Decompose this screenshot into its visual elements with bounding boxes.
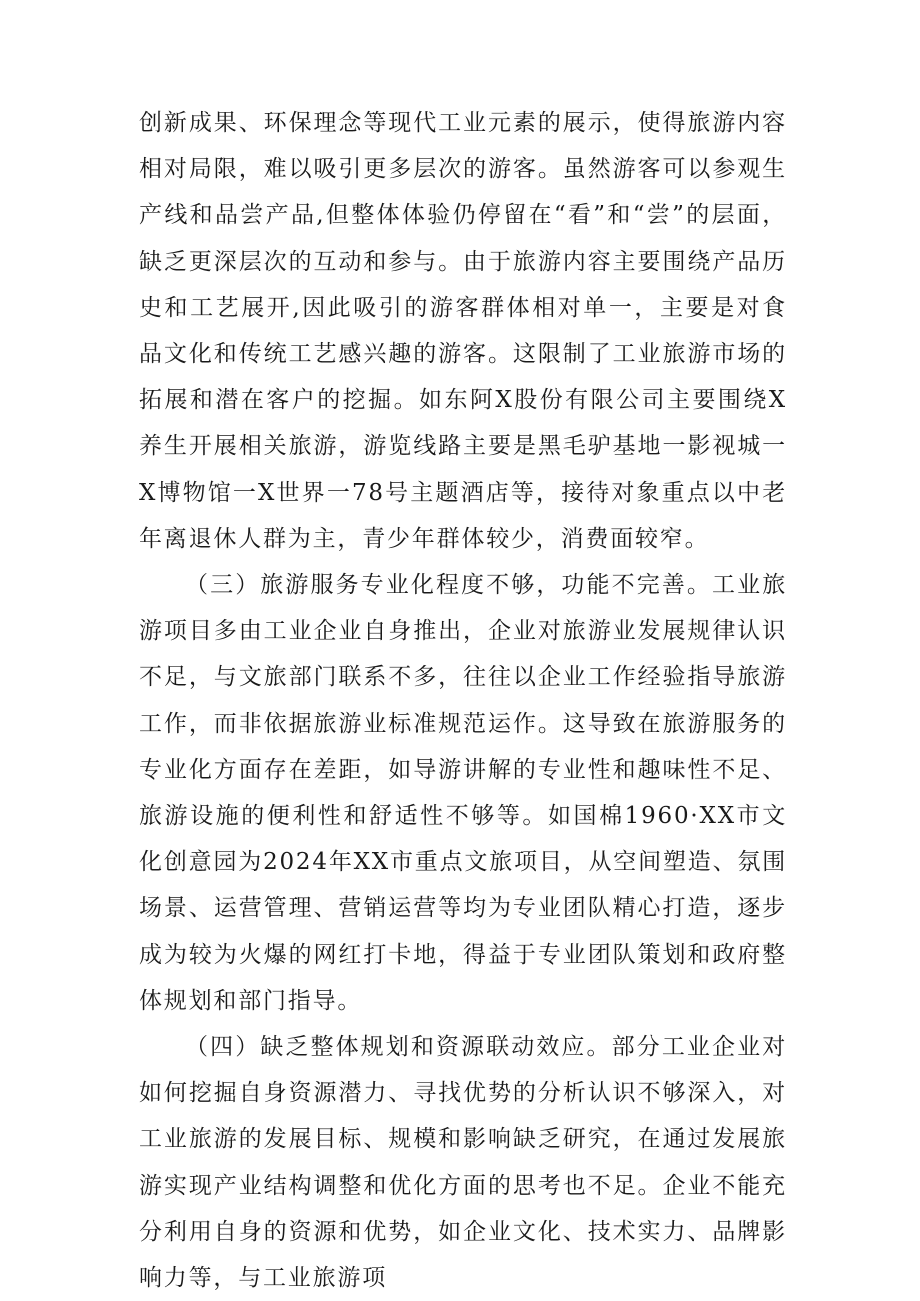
paragraph-section-four: （四）缺乏整体规划和资源联动效应。部分工业企业对如何挖掘自身资源潜力、寻找优势的分析认识不够深入，对工业旅游的发展目标、规模和影响缺乏研究，在通过发展旅游实现产业结构调整和优化方面的思考也不足。企业不能充分利用自身的资源和优势，如企业文化、技术实力、品牌影响力等，与工业旅游项 [139, 1034, 787, 1292]
document-body [139, 100, 787, 1301]
paragraph-continuation: 创新成果、环保理念等现代工业元素的展示，使得旅游内容相对局限，难以吸引更多层次的游客。虽然游客可以参观生产线和品尝产品,但整体体验仍停留在“看”和“尝”的层面，缺乏更深层次的互动和参与。由于旅游内容主要围绕产品历史和工艺展开,因此吸引的游客群体相对单一，主要是对食品文化和传统工艺感兴趣的游客。这限制了工业旅游市场的拓展和潜在客户的挖掘。如东阿X股份有限公司主要围绕X养生开展相关旅游，游览线路主要是黑毛驴基地一影视城一X博物馆一X世界一78号主题酒店等，接待对象重点以中老年离退休人群为主，青少年群体较少，消费面较窄。 [139, 110, 787, 552]
paragraph-section-three: （三）旅游服务专业化程度不够，功能不完善。工业旅游项目多由工业企业自身推出，企业对旅游业发展规律认识不足，与文旅部门联系不多，往往以企业工作经验指导旅游工作，而非依据旅游业标准规范运作。这导致在旅游服务的专业化方面存在差距，如导游讲解的专业性和趣味性不足、旅游设施的便利性和舒适性不够等。如国棉1960·XX市文化创意园为2024年XX市重点文旅项目，从空间塑造、氛围场景、运营管理、营销运营等均为专业团队精心打造，逐步成为较为火爆的网红打卡地，得益于专业团队策划和政府整体规划和部门指导。 [139, 572, 787, 1014]
